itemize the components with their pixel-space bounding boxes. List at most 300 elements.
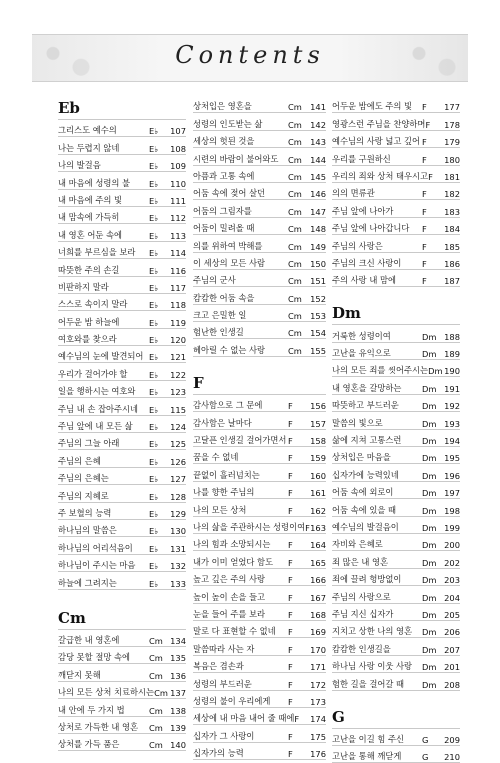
song-key: Cm	[288, 346, 309, 356]
page-number: 190	[444, 366, 460, 376]
index-entry	[193, 656, 326, 673]
song-title: 어두운 밤에도 주의 빛	[332, 100, 422, 112]
song-title: 말씀따라 사는 자	[193, 643, 288, 655]
page-number: 111	[169, 196, 186, 206]
page-number: 120	[169, 335, 186, 345]
page-number: 210	[443, 752, 460, 762]
song-key: Dm	[422, 419, 443, 429]
song-title: 상처입은 마음을	[332, 451, 422, 463]
index-entry	[58, 630, 186, 647]
song-title: 시련의 바람이 불어와도	[193, 153, 288, 165]
song-title: 세상의 헛된 것을	[193, 135, 288, 147]
song-key: Cm	[288, 137, 309, 147]
page-number: 161	[309, 488, 326, 498]
song-key: Cm	[288, 172, 309, 182]
song-key: Dm	[422, 575, 443, 585]
song-key: F	[422, 207, 443, 217]
song-key: E♭	[149, 161, 169, 171]
song-title: 여호와를 찾으라	[58, 333, 149, 345]
index-entry	[193, 586, 326, 603]
index-entry	[193, 482, 326, 499]
index-entry	[58, 664, 186, 681]
section-list-eb	[58, 120, 186, 590]
song-key: E♭	[149, 352, 169, 362]
song-title: 고난을 통해 깨닫게	[332, 750, 422, 762]
index-column-3	[332, 96, 460, 763]
page-number: 199	[443, 523, 460, 533]
song-title: 상처를 가득 품은	[58, 738, 149, 750]
index-entry	[332, 218, 460, 235]
song-title: 지치고 상한 나의 영혼	[332, 625, 422, 637]
index-entry	[332, 621, 460, 638]
song-key: F	[288, 697, 309, 707]
song-key: F	[288, 558, 309, 568]
song-key: F	[422, 155, 443, 165]
song-title: 내 영혼을 갈망하는	[332, 382, 422, 394]
song-title: 내 안에 두 가지 법	[58, 704, 149, 716]
page-number: 158	[309, 436, 326, 446]
song-key: G	[422, 752, 443, 762]
page-number: 126	[169, 457, 186, 467]
index-entry	[332, 395, 460, 412]
song-title: 삶에 지쳐 고통스런	[332, 434, 422, 446]
song-title: 너희를 부르심을 보라	[58, 246, 149, 258]
index-entry	[193, 569, 326, 586]
song-title: 감당 못할 절망 속에	[58, 651, 149, 663]
page-number: 177	[443, 102, 460, 112]
song-title: 하나님이 주시는 마음	[58, 559, 149, 571]
page-number: 180	[443, 155, 460, 165]
song-key: Cm	[288, 207, 309, 217]
song-key: Cm	[288, 311, 309, 321]
page-number: 182	[443, 189, 460, 199]
song-title: 내 맘속에 가득히	[58, 211, 149, 223]
section-heading-cm: Cm	[58, 606, 186, 630]
song-key: E♭	[149, 231, 169, 241]
index-entry	[58, 277, 186, 294]
index-entry	[332, 604, 460, 621]
index-entry	[332, 430, 460, 447]
song-key: F	[288, 453, 309, 463]
song-title: 어둠이 밀려올 때	[193, 222, 288, 234]
index-entry	[58, 120, 186, 137]
song-key: F	[288, 471, 309, 481]
song-title: 주님 앞에 나아갑니다	[332, 222, 422, 234]
song-key: F	[288, 401, 309, 411]
index-entry	[58, 329, 186, 346]
index-entry	[332, 656, 460, 673]
song-title: 험한 길을 걸어갈 때	[332, 678, 422, 690]
song-key: F	[288, 488, 309, 498]
index-entry	[193, 339, 326, 356]
index-entry	[332, 551, 460, 568]
song-title: 꿈을 수 없네	[193, 451, 288, 463]
index-entry	[193, 287, 326, 304]
song-title: 캄캄한 인생길을	[332, 643, 422, 655]
page-number: 198	[443, 506, 460, 516]
index-entry	[332, 343, 460, 360]
song-title: 스스로 속이지 말라	[58, 298, 149, 310]
page-number: 193	[443, 419, 460, 429]
index-column-1	[58, 96, 186, 751]
contents-banner	[32, 34, 468, 82]
index-entry	[332, 673, 460, 690]
song-title: 영광스런 주님을 찬양하며	[332, 118, 425, 130]
index-entry	[332, 517, 460, 534]
song-key: Cm	[288, 259, 309, 269]
page-number: 132	[169, 561, 186, 571]
index-entry	[332, 96, 460, 113]
song-key: E♭	[149, 422, 169, 432]
song-key: E♭	[149, 213, 169, 223]
page-number: 107	[169, 126, 186, 136]
song-title: 눈을 들어 주를 보라	[193, 608, 288, 620]
index-entry	[193, 725, 326, 742]
song-title: 어둠 속에 외로이	[332, 486, 422, 498]
song-key: Dm	[422, 558, 443, 568]
song-key: Dm	[422, 593, 443, 603]
song-title: 내 마음에 주의 빛	[58, 194, 149, 206]
song-title: 예수님의 눈에 발견되어	[58, 350, 149, 362]
index-entry	[193, 604, 326, 621]
song-key: Cm	[154, 688, 170, 698]
section-list-cm-continued	[193, 96, 326, 357]
song-title: 주님 지신 십자가	[332, 608, 422, 620]
song-key: Dm	[422, 662, 443, 672]
index-entry	[332, 534, 460, 551]
song-key: F	[288, 680, 309, 690]
song-title: 성령의 불이 우리에게	[193, 695, 288, 707]
song-key: Dm	[428, 366, 444, 376]
song-title: 주님 앞에 내 모든 삶	[58, 420, 149, 432]
song-key: E♭	[149, 126, 169, 136]
song-key: Dm	[422, 645, 443, 655]
song-title: 깨닫지 못해	[58, 669, 149, 681]
page-number: 202	[443, 558, 460, 568]
song-key: E♭	[149, 457, 169, 467]
song-key: F	[305, 523, 310, 533]
index-entry	[58, 172, 186, 189]
page-number: 156	[309, 401, 326, 411]
song-title: 끝없이 흘러넘치는	[193, 469, 288, 481]
song-title: 갈급한 내 영혼에	[58, 634, 149, 646]
page-number: 131	[169, 544, 186, 554]
song-key: Dm	[422, 680, 443, 690]
song-key: E♭	[149, 266, 169, 276]
index-entry	[332, 377, 460, 394]
song-title: 의를 위하여 박해를	[193, 240, 288, 252]
page-number: 113	[169, 231, 186, 241]
song-title: 말씀의 빛으로	[332, 417, 422, 429]
page-number: 119	[169, 318, 186, 328]
page-number: 118	[169, 300, 186, 310]
page-number: 148	[309, 224, 326, 234]
song-key: Cm	[149, 706, 169, 716]
page-number: 137	[170, 688, 186, 698]
index-entry	[58, 155, 186, 172]
page-number: 163	[310, 523, 326, 533]
song-title: 나는 두렵지 않네	[58, 142, 149, 154]
song-key: Cm	[288, 102, 309, 112]
index-entry	[58, 346, 186, 363]
song-key: F	[294, 714, 310, 724]
song-key: F	[288, 662, 309, 672]
song-title: 내가 이미 얻었다 함도	[193, 556, 288, 568]
song-title: 죄에 끌려 헝방없이	[332, 573, 422, 585]
index-entry	[58, 294, 186, 311]
index-entry	[332, 166, 460, 183]
song-key: E♭	[149, 283, 169, 293]
song-key: Cm	[288, 120, 309, 130]
song-title: 나의 모든 상처	[193, 504, 288, 516]
section-list-cm	[58, 630, 186, 752]
song-title: 하나님의 어리석음이	[58, 542, 149, 554]
page-number: 159	[309, 453, 326, 463]
index-entry	[193, 534, 326, 551]
song-title: 하늘에 그려지는	[58, 577, 149, 589]
song-title: 우리가 걸어가야 할	[58, 368, 149, 380]
song-title: 나의 모든 죄를 씻어주시는	[332, 364, 428, 376]
page-number: 170	[309, 645, 326, 655]
index-entry	[58, 572, 186, 589]
page-number: 185	[443, 242, 460, 252]
page-number: 172	[309, 680, 326, 690]
song-title: 십자가 그 사랑이	[193, 730, 288, 742]
song-title: 주님의 크신 사랑이	[332, 257, 422, 269]
page-number: 160	[309, 471, 326, 481]
song-title: 우리의 죄와 상처 태우시고	[332, 170, 428, 182]
page-number: 140	[169, 740, 186, 750]
song-key: Dm	[422, 401, 443, 411]
song-title: 성령의 인도받는 삶	[193, 118, 288, 130]
index-entry	[58, 363, 186, 380]
song-key: Dm	[422, 349, 443, 359]
index-entry	[193, 691, 326, 708]
page-number: 150	[309, 259, 326, 269]
index-entry	[58, 311, 186, 328]
page-number: 146	[309, 189, 326, 199]
index-column-2	[193, 96, 326, 760]
page-number: 108	[169, 144, 186, 154]
song-key: Dm	[422, 610, 443, 620]
song-key: F	[288, 575, 309, 585]
index-entry	[58, 485, 186, 502]
page-number: 124	[169, 422, 186, 432]
index-entry	[332, 569, 460, 586]
page-number: 195	[443, 453, 460, 463]
index-entry	[58, 433, 186, 450]
song-title: 세상에 내 마음 내어 줄 때에	[193, 712, 294, 724]
song-key: Dm	[422, 436, 443, 446]
page-number: 129	[169, 509, 186, 519]
song-key: F	[288, 610, 309, 620]
song-key: F	[288, 593, 309, 603]
song-key: Dm	[422, 384, 443, 394]
page-number: 125	[169, 439, 186, 449]
index-entry	[193, 270, 326, 287]
song-title: 죄 많은 내 영혼	[332, 556, 422, 568]
index-entry	[193, 708, 326, 725]
song-title: 내 마음에 성령의 불	[58, 177, 149, 189]
song-title: 고난을 이길 힘 주신	[332, 733, 422, 745]
index-entry	[193, 464, 326, 481]
song-title: 높이 높이 손을 들고	[193, 591, 288, 603]
page-number: 117	[169, 283, 186, 293]
song-key: E♭	[149, 179, 169, 189]
index-entry	[58, 242, 186, 259]
page-number: 167	[309, 593, 326, 603]
song-key: F	[425, 120, 444, 130]
song-title: 주님 내 손 잡아주시네	[58, 403, 149, 415]
section-list-dm	[332, 325, 460, 690]
index-entry	[58, 647, 186, 664]
index-entry	[332, 482, 460, 499]
song-title: 십자가에 능력있네	[332, 469, 422, 481]
song-key: Cm	[149, 740, 169, 750]
page-number: 205	[443, 610, 460, 620]
song-key: Cm	[288, 189, 309, 199]
song-title: 성령의 부드러운	[193, 678, 288, 690]
song-key: F	[422, 224, 443, 234]
section-heading-f: F	[193, 371, 326, 395]
song-title: 거룩한 성령이여	[332, 330, 422, 342]
index-entry	[332, 200, 460, 217]
song-title: 어둠 속에 젖어 살던	[193, 187, 288, 199]
song-key: Dm	[422, 332, 443, 342]
page-number: 153	[309, 311, 326, 321]
index-entry	[332, 499, 460, 516]
song-key: E♭	[149, 248, 169, 258]
page-number: 165	[309, 558, 326, 568]
index-entry	[58, 137, 186, 154]
song-title: 주님의 사랑은	[332, 240, 422, 252]
page-number: 176	[309, 749, 326, 759]
song-title: 어둠 속에 있을 때	[332, 504, 422, 516]
song-title: 십자가의 능력	[193, 747, 288, 759]
song-key: F	[422, 259, 443, 269]
page-number: 197	[443, 488, 460, 498]
page-number: 207	[443, 645, 460, 655]
index-entry	[193, 551, 326, 568]
index-entry	[193, 395, 326, 412]
song-title: 주님의 그늘 아래	[58, 437, 149, 449]
index-entry	[58, 259, 186, 276]
section-heading-eb: Eb	[58, 96, 186, 120]
page-number: 121	[169, 352, 186, 362]
song-title: 어둠의 그림자를	[193, 205, 288, 217]
song-key: Cm	[288, 224, 309, 234]
song-title: 상처입은 영혼을	[193, 100, 288, 112]
song-key: Dm	[422, 471, 443, 481]
index-entry	[332, 447, 460, 464]
index-entry	[193, 499, 326, 516]
page-number: 155	[309, 346, 326, 356]
song-key: F	[288, 645, 309, 655]
page-number: 122	[169, 370, 186, 380]
song-title: 감사함으로 그 문에	[193, 399, 288, 411]
song-title: 고달픈 인생길 걸어가면서	[193, 434, 288, 446]
song-title: 주님 앞에 나아가	[332, 205, 422, 217]
page-number: 178	[444, 120, 460, 130]
song-title: 비판하지 말라	[58, 281, 149, 293]
song-key: E♭	[149, 492, 169, 502]
song-key: E♭	[149, 405, 169, 415]
page-number: 200	[443, 540, 460, 550]
song-key: Cm	[288, 276, 309, 286]
song-key: E♭	[149, 318, 169, 328]
song-title: 주님의 사랑으로	[332, 591, 422, 603]
page-title: Contents	[32, 41, 468, 69]
song-title: 어두운 밤 하늘에	[58, 316, 149, 328]
page-number: 145	[309, 172, 326, 182]
song-key: Dm	[422, 506, 443, 516]
song-key: F	[288, 506, 309, 516]
page-number: 192	[443, 401, 460, 411]
page-number: 116	[169, 266, 186, 276]
song-key: Cm	[149, 671, 169, 681]
page-number: 179	[443, 137, 460, 147]
page-number: 112	[169, 213, 186, 223]
page-number: 128	[169, 492, 186, 502]
page-number: 175	[309, 732, 326, 742]
song-key: E♭	[149, 509, 169, 519]
song-title: 주님의 지혜로	[58, 490, 149, 502]
song-key: Dm	[422, 627, 443, 637]
page-number: 136	[169, 671, 186, 681]
song-title: 말로 다 표현할 수 없네	[193, 625, 288, 637]
page-number: 183	[443, 207, 460, 217]
song-key: F	[422, 137, 443, 147]
index-entry	[332, 464, 460, 481]
page-number: 110	[169, 179, 186, 189]
song-title: 복음은 겸손과	[193, 660, 288, 672]
song-key: G	[422, 735, 443, 745]
song-title: 주 보혈의 능력	[58, 507, 149, 519]
page-number: 174	[310, 714, 326, 724]
index-entry	[58, 190, 186, 207]
section-list-f	[193, 395, 326, 760]
song-title: 따뜻하고 부드러운	[332, 399, 422, 411]
page-number: 162	[309, 506, 326, 516]
index-entry	[193, 743, 326, 760]
song-title: 따뜻한 주의 손길	[58, 264, 149, 276]
index-entry	[58, 224, 186, 241]
song-key: Cm	[288, 294, 309, 304]
index-entry	[58, 734, 186, 751]
page-number: 127	[169, 474, 186, 484]
index-entry	[193, 183, 326, 200]
song-title: 감사함은 날마다	[193, 417, 288, 429]
song-title: 우리를 구원하신	[332, 153, 422, 165]
index-entry	[193, 322, 326, 339]
page-number: 203	[443, 575, 460, 585]
song-key: F	[288, 627, 309, 637]
page-number: 154	[309, 328, 326, 338]
index-entry	[332, 113, 460, 130]
song-title: 나의 모든 상처 치료하시는	[58, 686, 154, 698]
index-entry	[58, 537, 186, 554]
song-key: E♭	[149, 335, 169, 345]
song-title: 하나님의 말씀은	[58, 524, 149, 536]
song-key: F	[422, 276, 443, 286]
index-entry	[58, 468, 186, 485]
page-number: 194	[443, 436, 460, 446]
index-entry	[193, 621, 326, 638]
page-number: 191	[443, 384, 460, 394]
song-title: 주님의 은혜	[58, 455, 149, 467]
song-title: 내 영혼 어둔 속에	[58, 229, 149, 241]
page-number: 188	[443, 332, 460, 342]
